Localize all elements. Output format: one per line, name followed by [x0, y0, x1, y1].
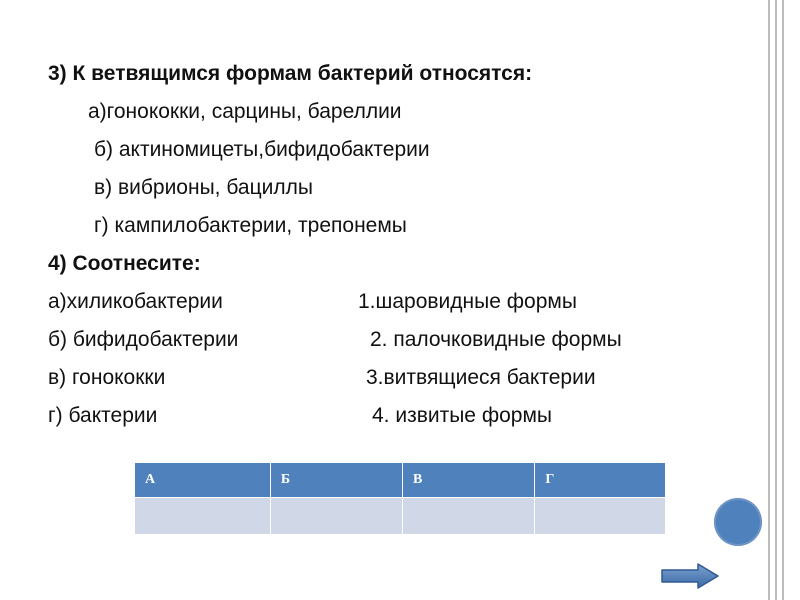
answer-cell-c[interactable] — [402, 498, 534, 535]
circle-decoration-icon — [714, 498, 762, 546]
question4-left-c: в) гонококки — [48, 366, 166, 389]
question4-left-d: г) бактерии — [48, 404, 158, 427]
question4-right-3: 3.витвящиеся бактерии — [366, 366, 596, 389]
question3-option-d: г) кампилобактерии, трепонемы — [94, 214, 407, 237]
question3-option-c: в) вибрионы, бациллы — [94, 176, 313, 199]
answer-table-row — [135, 498, 666, 535]
arrow-right-icon[interactable] — [660, 562, 720, 590]
question3-option-b: б) актиномицеты,бифидобактерии — [94, 138, 430, 161]
question4-left-b: б) бифидобактерии — [48, 328, 239, 351]
answer-header-d: Г — [535, 463, 666, 498]
answer-table-header-row — [135, 463, 666, 498]
answer-header-a: А — [135, 463, 271, 498]
answer-cell-d[interactable] — [535, 498, 666, 535]
frame-line-right — [782, 0, 784, 600]
question4-left-a: а)хиликобактерии — [48, 290, 223, 313]
question4-right-1: 1.шаровидные формы — [358, 290, 577, 313]
frame-line-middle — [775, 0, 777, 600]
answer-cell-b[interactable] — [270, 498, 402, 535]
question3-option-a: а)гонококки, сарцины, бареллии — [88, 100, 402, 123]
question3-title: 3) К ветвящимся формам бактерий относятся: — [48, 62, 533, 85]
answer-table — [134, 462, 666, 535]
frame-line-left — [768, 0, 770, 600]
answer-header-b: Б — [270, 463, 402, 498]
answer-header-c: В — [402, 463, 534, 498]
question4-title: 4) Соотнесите: — [48, 252, 201, 275]
question4-right-2: 2. палочковидные формы — [370, 328, 622, 351]
question4-right-4: 4. извитые формы — [372, 404, 552, 427]
answer-cell-a[interactable] — [135, 498, 271, 535]
